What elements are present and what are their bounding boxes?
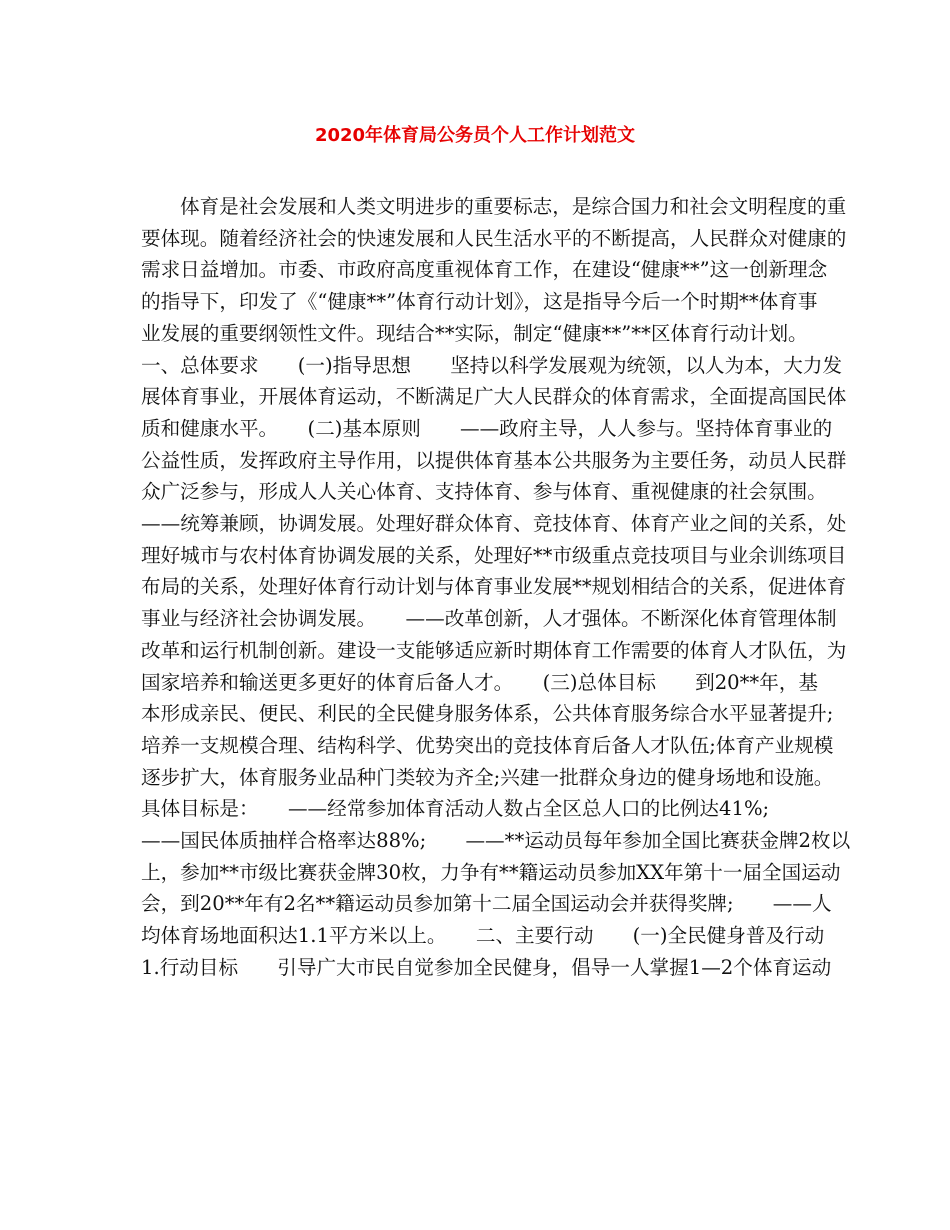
body-line: 需求日益增加。市委、市政府高度重视体育工作，在建设“健康**”这一创新理念 — [141, 258, 828, 282]
body-line: 的指导下，印发了《“健康**”体育行动计划》，这是指导今后一个时期**体育事 — [141, 290, 818, 314]
body-line: 逐步扩大，体育服务业品种门类较为齐全;兴建一批群众身边的健身场地和设施。 — [141, 765, 834, 789]
body-line: 培养一支规模合理、结构科学、优势突出的竞技体育后备人才队伍;体育产业规模 — [141, 733, 834, 757]
document-body — [141, 191, 851, 984]
body-line: 众广泛参与，形成人人关心体育、支持体育、参与体育、重视健康的社会氛围。 — [141, 480, 827, 504]
body-line: 国家培养和输送更多更好的体育后备人才。 (三)总体目标 到20**年，基 — [141, 670, 819, 694]
body-line: 本形成亲民、便民、利民的全民健身服务体系，公共体育服务综合水平显著提升; — [141, 702, 834, 726]
body-line: 事业与经济社会协调发展。 ——改革创新，人才强体。不断深化体育管理体制 — [141, 607, 837, 631]
body-line: 要体现。随着经济社会的快速发展和人民生活水平的不断提高，人民群众对健康的 — [141, 226, 847, 250]
body-line: 业发展的重要纲领性文件。现结合**实际，制定“健康**”**区体育行动计划。 — [141, 321, 808, 345]
body-line: 质和健康水平。 (二)基本原则 ——政府主导，人人参与。坚持体育事业的 — [141, 416, 833, 440]
body-line: 具体目标是： ——经常参加体育活动人数占全区总人口的比例达41%; — [141, 797, 770, 821]
body-line: ——国民体质抽样合格率达88%; ——**运动员每年参加全国比赛获金牌2枚以 — [141, 829, 851, 853]
body-line: 改革和运行机制创新。建设一支能够适应新时期体育工作需要的体育人才队伍，为 — [141, 638, 847, 662]
body-line: 布局的关系，处理好体育行动计划与体育事业发展**规划相结合的关系，促进体育 — [141, 575, 847, 599]
body-line: 1.行动目标 引导广大市民自觉参加全民健身，倡导一人掌握1—2个体育运动 — [141, 955, 832, 979]
body-line: 上，参加**市级比赛获金牌30枚，力争有**籍运动员参加XX年第十一届全国运动 — [141, 860, 841, 884]
body-line: 会，到20**年有2名**籍运动员参加第十二届全国运动会并获得奖牌; ——人 — [141, 892, 832, 916]
body-line: 展体育事业，开展体育运动，不断满足广大人民群众的体育需求，全面提高国民体 — [141, 385, 847, 409]
body-line: 一、总体要求 (一)指导思想 坚持以科学发展观为统领，以人为本，大力发 — [141, 353, 843, 377]
body-line: ——统筹兼顾，协调发展。处理好群众体育、竞技体育、体育产业之间的关系，处 — [141, 512, 847, 536]
document-title: 2020年体育局公务员个人工作计划范文 — [314, 125, 636, 146]
body-line: 理好城市与农村体育协调发展的关系，处理好**市级重点竞技项目与业余训练项目 — [141, 543, 847, 567]
body-line: 体育是社会发展和人类文明进步的重要标志，是综合国力和社会文明程度的重 — [180, 195, 847, 218]
body-line: 公益性质，发挥政府主导作用，以提供体育基本公共服务为主要任务，动员人民群 — [141, 448, 847, 472]
body-line: 均体育场地面积达1.1平方米以上。 二、主要行动 (一)全民健身普及行动 — [141, 924, 825, 948]
